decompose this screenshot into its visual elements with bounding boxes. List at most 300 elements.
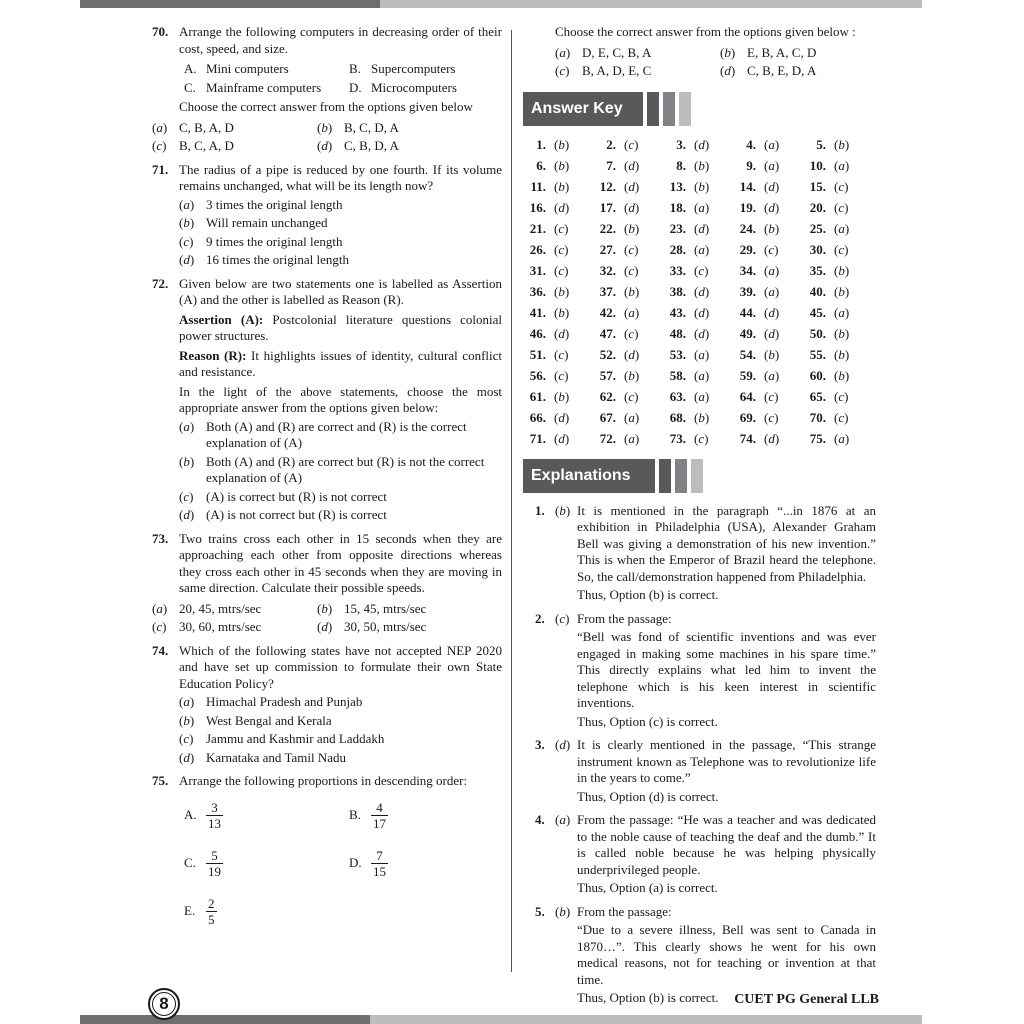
answer-value: ( d ) [554, 199, 569, 216]
answer-number: 36. [529, 283, 546, 299]
answer-number: 69. [739, 409, 756, 425]
answer-number: 53. [669, 346, 686, 362]
answer-value: ( c ) [834, 241, 848, 258]
answer-key-cell [666, 304, 736, 321]
answer-value: ( d ) [694, 220, 709, 237]
fraction-letter: C. [184, 855, 196, 871]
option [720, 45, 885, 62]
option-letter: ( c ) [152, 619, 166, 636]
answer-number: 48. [669, 325, 686, 341]
option [179, 731, 502, 748]
answer-number: 23. [669, 220, 686, 236]
answer-key-cell [526, 157, 596, 174]
answer-value: ( b ) [834, 346, 849, 363]
question-number: 75. [152, 773, 169, 788]
option-list [555, 43, 876, 80]
answer-key-cell [806, 325, 876, 342]
item-text: Mini computers [206, 61, 289, 76]
question-number: 71. [152, 161, 169, 177]
option-text: E, B, A, C, D [747, 44, 817, 60]
answer-number: 9. [746, 157, 756, 173]
answer-value: ( a ) [834, 157, 849, 174]
explanation-paragraph: It is mentioned in the paragraph “...in 1876 at an exhibition in Philadelphia (USA), Alexander Graham Bell was giving a demonstration of his new invention.” This is when the Emperor of Brazil heard the telephone. So, the call/demonstration happened from Philadelphia. [577, 502, 876, 584]
fraction-letter: D. [349, 855, 362, 871]
item-letter: D. [349, 79, 362, 95]
answer-number: 17. [599, 199, 616, 215]
answer-value: ( c ) [554, 346, 568, 363]
answer-value: ( b ) [764, 220, 779, 237]
answer-number: 65. [809, 388, 826, 404]
option-letter: ( b ) [179, 454, 194, 471]
answer-value: ( b ) [554, 136, 569, 153]
option-letter: ( d ) [317, 138, 332, 155]
answer-number: 70. [809, 409, 826, 425]
answer-number: 49. [739, 325, 756, 341]
numerator: 2 [208, 896, 215, 911]
explanation-paragraph: “Due to a severe illness, Bell was sent to Canada in 1870…”. This clearly shows he went for his own medical reasons, not for teaching or invention at that time. [577, 922, 876, 987]
item-letter: B. [349, 61, 361, 76]
option-text: Both (A) and (R) are correct but (R) is not the correct explanation of (A) [206, 453, 485, 485]
option-text: 20, 45, mtrs/sec [179, 600, 262, 616]
answer-number: 25. [809, 220, 826, 236]
answer-key-cell [806, 430, 876, 447]
answer-key-cell [596, 367, 666, 384]
explanation-number: 3. [535, 737, 545, 752]
denominator: 19 [208, 864, 221, 879]
answer-value: ( c ) [624, 136, 638, 153]
answer-key-cell [596, 262, 666, 279]
explanation-item [523, 812, 876, 897]
answer-key-cell [526, 304, 596, 321]
option [179, 713, 502, 730]
question-text: Given below are two statements one is labelled as Assertion (A) and the other is labelled as Reason (R). [179, 275, 502, 307]
answer-value: ( c ) [694, 430, 708, 447]
answer-key-cell [596, 220, 666, 237]
fraction-item [344, 844, 509, 884]
fraction-item [179, 892, 344, 932]
answer-value: ( c ) [554, 262, 568, 279]
answer-key-cell [736, 283, 806, 300]
option-letter: ( b ) [317, 601, 332, 618]
answer-number: 21. [529, 220, 546, 236]
answer-value: ( b ) [694, 409, 709, 426]
question-72 [152, 276, 502, 524]
explanation-answer: ( b ) [555, 503, 570, 520]
explanation-paragraph: Thus, Option (c) is correct. [577, 713, 718, 729]
option [317, 120, 482, 137]
option-letter: ( d ) [317, 619, 332, 636]
answer-number: 26. [529, 241, 546, 257]
answer-key-cell [666, 325, 736, 342]
option [179, 197, 502, 214]
top-decor-bar [80, 0, 922, 8]
explanation-paragraph: From the passage: [577, 610, 672, 626]
option-letter: ( c ) [179, 234, 193, 251]
answer-number: 64. [739, 388, 756, 404]
explanation-number: 5. [535, 903, 545, 919]
answer-key-cell [666, 241, 736, 258]
question-number: 70. [152, 24, 169, 39]
answer-number: 56. [529, 367, 546, 383]
answer-value: ( d ) [764, 178, 779, 195]
question-text: Arrange the following computers in decreasing order of their cost, speed, and size. [179, 24, 502, 56]
explanation-paragraph: Thus, Option (b) is correct. [577, 587, 719, 602]
answer-key-cell [736, 430, 806, 447]
option-text: Will remain unchanged [206, 215, 328, 230]
answer-key-cell [666, 430, 736, 447]
answer-key-cell [736, 136, 806, 153]
answer-key-cell [526, 262, 596, 279]
answer-key-cell [526, 178, 596, 195]
answer-value: ( a ) [624, 409, 639, 426]
answer-number: 8. [676, 157, 686, 173]
answer-key-cell [736, 178, 806, 195]
list-item [344, 61, 509, 78]
answer-number: 72. [599, 430, 616, 446]
answer-key-cell [526, 430, 596, 447]
answer-key-cell [666, 199, 736, 216]
answer-number: 54. [739, 346, 756, 362]
answer-key-cell [736, 304, 806, 321]
answer-value: ( b ) [624, 367, 639, 384]
answer-value: ( a ) [694, 199, 709, 216]
answer-value: ( c ) [624, 241, 638, 258]
answer-value: ( c ) [554, 220, 568, 237]
answer-key-cell [596, 157, 666, 174]
answer-value: ( c ) [694, 262, 708, 279]
option-letter: ( c ) [555, 63, 569, 80]
question-71 [152, 162, 502, 269]
item-letter: C. [184, 79, 196, 95]
answer-key-cell [806, 346, 876, 363]
explanation-paragraph: Thus, Option (a) is correct. [577, 880, 718, 895]
item-list [179, 59, 502, 96]
answer-value: ( b ) [834, 367, 849, 384]
answer-key-cell [666, 136, 736, 153]
reason-text: It highlights issues of identity, cultural conflict and resistance. [179, 347, 503, 379]
answer-value: ( d ) [554, 430, 569, 447]
answer-key-cell [806, 157, 876, 174]
answer-number: 16. [529, 199, 546, 215]
explanation-answer: ( d ) [555, 737, 570, 754]
answer-value: ( b ) [554, 157, 569, 174]
denominator: 15 [373, 864, 386, 879]
answer-value: ( b ) [834, 262, 849, 279]
answer-key-cell [666, 346, 736, 363]
option-text: 30, 50, mtrs/sec [344, 619, 427, 634]
answer-value: ( c ) [624, 262, 638, 279]
option [179, 489, 502, 506]
answer-number: 29. [739, 241, 756, 257]
option-text: West Bengal and Kerala [206, 712, 332, 728]
answer-value: ( d ) [624, 178, 639, 195]
question-75 [152, 773, 502, 932]
option-letter: ( c ) [179, 489, 193, 506]
answer-value: ( d ) [694, 283, 709, 300]
answer-number: 28. [669, 241, 686, 257]
numerator: 7 [376, 848, 383, 863]
question-75-continued [523, 24, 876, 80]
answer-value: ( d ) [764, 199, 779, 216]
explanation-item [523, 611, 876, 731]
option-text: 15, 45, mtrs/sec [344, 600, 427, 616]
answer-value: ( a ) [764, 262, 779, 279]
list-item [179, 61, 344, 78]
reason-label: Reason (R): [179, 347, 247, 363]
answer-key-cell [596, 388, 666, 405]
answer-value: ( d ) [764, 325, 779, 342]
option [179, 419, 502, 452]
fraction-item [179, 796, 344, 836]
option-list [152, 118, 502, 155]
answer-number: 40. [809, 283, 826, 299]
question-text: Which of the following states have not accepted NEP 2020 and have set up commission to formulate their own State Education Policy? [179, 642, 502, 691]
assertion-statement [179, 312, 502, 345]
option [179, 454, 502, 487]
answer-number: 66. [529, 409, 546, 425]
left-column [152, 24, 502, 939]
option [317, 601, 482, 618]
answer-value: ( a ) [764, 157, 779, 174]
answer-key-cell [736, 241, 806, 258]
answer-value: ( c ) [834, 409, 848, 426]
answer-number: 6. [536, 157, 546, 173]
option-letter: ( a ) [179, 694, 194, 711]
answer-number: 22. [599, 220, 616, 236]
answer-number: 50. [809, 325, 826, 341]
answer-value: ( b ) [554, 388, 569, 405]
fraction-item [344, 796, 509, 836]
answer-number: 37. [599, 283, 616, 299]
answer-value: ( d ) [624, 346, 639, 363]
answer-value: ( a ) [694, 367, 709, 384]
option [152, 619, 317, 636]
question-text: Two trains cross each other in 15 seconds when they are approaching each other from opposite directions whereas they cross each other in 45 seconds when they are moving in same direction. Calculate their possible speeds. [179, 530, 502, 595]
answer-value: ( a ) [624, 304, 639, 321]
answer-number: 73. [669, 430, 686, 446]
option-text: 30, 60, mtrs/sec [179, 619, 262, 634]
answer-number: 75. [809, 430, 826, 446]
option [179, 507, 502, 524]
option-letter: ( d ) [179, 750, 194, 767]
answer-number: 5. [816, 136, 826, 152]
explanation-paragraph: “Bell was fond of scientific inventions and was ever engaged in making some machines in his spare time.” This directly explains what led him to invent the telephone which is his keen interest in scientific inventions. [577, 629, 876, 710]
option-letter: ( a ) [179, 419, 194, 436]
question-number: 72. [152, 275, 169, 291]
answer-key-cell [806, 199, 876, 216]
answer-key-cell [736, 388, 806, 405]
question-text: Arrange the following proportions in descending order: [179, 773, 468, 788]
answer-key-cell [596, 199, 666, 216]
fraction [206, 896, 217, 927]
answer-key-cell [736, 220, 806, 237]
answer-value: ( d ) [694, 304, 709, 321]
option-letter: ( b ) [179, 713, 194, 730]
answer-number: 7. [606, 157, 616, 173]
answer-value: ( d ) [624, 199, 639, 216]
answer-key-cell [736, 262, 806, 279]
numerator: 5 [211, 848, 218, 863]
answer-key-cell [596, 283, 666, 300]
answer-value: ( b ) [694, 178, 709, 195]
option-letter: ( d ) [720, 63, 735, 80]
answer-key-cell [526, 388, 596, 405]
explanation-number: 2. [535, 610, 545, 626]
answer-value: ( a ) [694, 346, 709, 363]
answer-number: 44. [739, 304, 756, 320]
option-letter: ( b ) [317, 120, 332, 137]
answer-value: ( b ) [764, 346, 779, 363]
answer-value: ( c ) [834, 178, 848, 195]
explanation-number: 1. [535, 502, 545, 518]
item-text: Supercomputers [371, 61, 456, 76]
answer-key-cell [736, 346, 806, 363]
explanations-list [523, 503, 876, 1007]
answer-number: 19. [739, 199, 756, 215]
answer-number: 18. [669, 199, 686, 215]
option [317, 138, 482, 155]
answer-key-cell [596, 304, 666, 321]
option-text: 3 times the original length [206, 196, 343, 212]
option-text: Both (A) and (R) are correct and (R) is the correct explanation of (A) [206, 418, 467, 450]
fraction-letter: A. [184, 807, 197, 823]
numerator: 3 [211, 800, 218, 815]
answer-value: ( c ) [554, 367, 568, 384]
answer-number: 31. [529, 262, 546, 278]
question-instruction: Choose the correct answer from the options given below [179, 99, 473, 114]
answer-key-cell [526, 367, 596, 384]
option-letter: ( b ) [179, 215, 194, 232]
fraction-list [179, 796, 502, 932]
option-text: Jammu and Kashmir and Laddakh [206, 731, 385, 746]
column-divider [511, 30, 512, 972]
answer-key-cell [806, 178, 876, 195]
option [152, 601, 317, 618]
answer-key-cell [596, 241, 666, 258]
explanation-paragraph: Thus, Option (d) is correct. [577, 788, 719, 804]
question-74 [152, 643, 502, 767]
explanation-number: 4. [535, 812, 545, 827]
fraction-item [179, 844, 344, 884]
assertion-text: Postcolonial literature questions colonial power structures. [179, 311, 503, 343]
answer-number: 12. [599, 178, 616, 194]
answer-number: 4. [746, 136, 756, 152]
explanations-banner [523, 459, 876, 493]
option-text: (A) is not correct but (R) is correct [206, 507, 387, 522]
option [152, 120, 317, 137]
answer-value: ( a ) [764, 367, 779, 384]
option-list [152, 599, 502, 636]
option-text: C, B, A, D [179, 119, 234, 135]
answer-number: 57. [599, 367, 616, 383]
answer-value: ( d ) [694, 136, 709, 153]
answer-number: 58. [669, 367, 686, 383]
answer-number: 55. [809, 346, 826, 362]
answer-number: 43. [669, 304, 686, 320]
right-column [523, 24, 876, 1014]
answer-number: 60. [809, 367, 826, 383]
answer-key-cell [666, 262, 736, 279]
answer-key-banner [523, 92, 876, 126]
answer-number: 62. [599, 388, 616, 404]
list-item [344, 80, 509, 97]
answer-key-cell [806, 220, 876, 237]
answer-key-cell [526, 220, 596, 237]
answer-number: 42. [599, 304, 616, 320]
answer-key-grid [523, 136, 876, 447]
answer-key-cell [596, 430, 666, 447]
answer-number: 14. [739, 178, 756, 194]
option [555, 63, 720, 80]
answer-number: 30. [809, 241, 826, 257]
answer-number: 33. [669, 262, 686, 278]
question-number: 73. [152, 530, 169, 546]
option-letter: ( c ) [152, 138, 166, 155]
answer-key-cell [526, 346, 596, 363]
option-text: (A) is correct but (R) is not correct [206, 488, 387, 504]
option [179, 694, 502, 711]
item-text: Mainframe computers [206, 79, 322, 95]
option [152, 138, 317, 155]
answer-value: ( d ) [764, 430, 779, 447]
answer-key-cell [596, 409, 666, 426]
option-letter: ( a ) [555, 45, 570, 62]
answer-number: 74. [739, 430, 756, 446]
answer-value: ( b ) [694, 157, 709, 174]
option [179, 750, 502, 767]
numerator: 4 [376, 800, 383, 815]
denominator: 17 [373, 816, 386, 831]
answer-value: ( b ) [834, 136, 849, 153]
answer-number: 2. [606, 136, 616, 152]
answer-number: 10. [809, 157, 826, 173]
answer-value: ( b ) [554, 178, 569, 195]
answer-value: ( c ) [624, 325, 638, 342]
answer-key-cell [526, 199, 596, 216]
option [179, 234, 502, 251]
answer-key-cell [806, 367, 876, 384]
question-73 [152, 531, 502, 636]
answer-number: 52. [599, 346, 616, 362]
answer-number: 32. [599, 262, 616, 278]
answer-value: ( c ) [764, 409, 778, 426]
answer-number: 68. [669, 409, 686, 425]
fraction [371, 800, 388, 831]
fraction [206, 800, 223, 831]
option-text: C, B, D, A [344, 138, 399, 153]
answer-number: 34. [739, 262, 756, 278]
answer-number: 71. [529, 430, 546, 446]
option-letter: ( a ) [179, 197, 194, 214]
answer-number: 67. [599, 409, 616, 425]
answer-value: ( c ) [624, 388, 638, 405]
answer-value: ( b ) [554, 304, 569, 321]
answer-key-cell [526, 283, 596, 300]
denominator: 13 [208, 816, 221, 831]
answer-number: 41. [529, 304, 546, 320]
answer-value: ( c ) [834, 199, 848, 216]
answer-value: ( c ) [764, 241, 778, 258]
answer-key-cell [736, 409, 806, 426]
assertion-label: Assertion (A): [179, 311, 264, 327]
option [179, 252, 502, 269]
answer-number: 1. [536, 136, 546, 152]
answer-number: 15. [809, 178, 826, 194]
option-letter: ( d ) [179, 252, 194, 269]
explanation-item [523, 737, 876, 805]
list-item [179, 80, 344, 97]
answer-value: ( a ) [834, 220, 849, 237]
